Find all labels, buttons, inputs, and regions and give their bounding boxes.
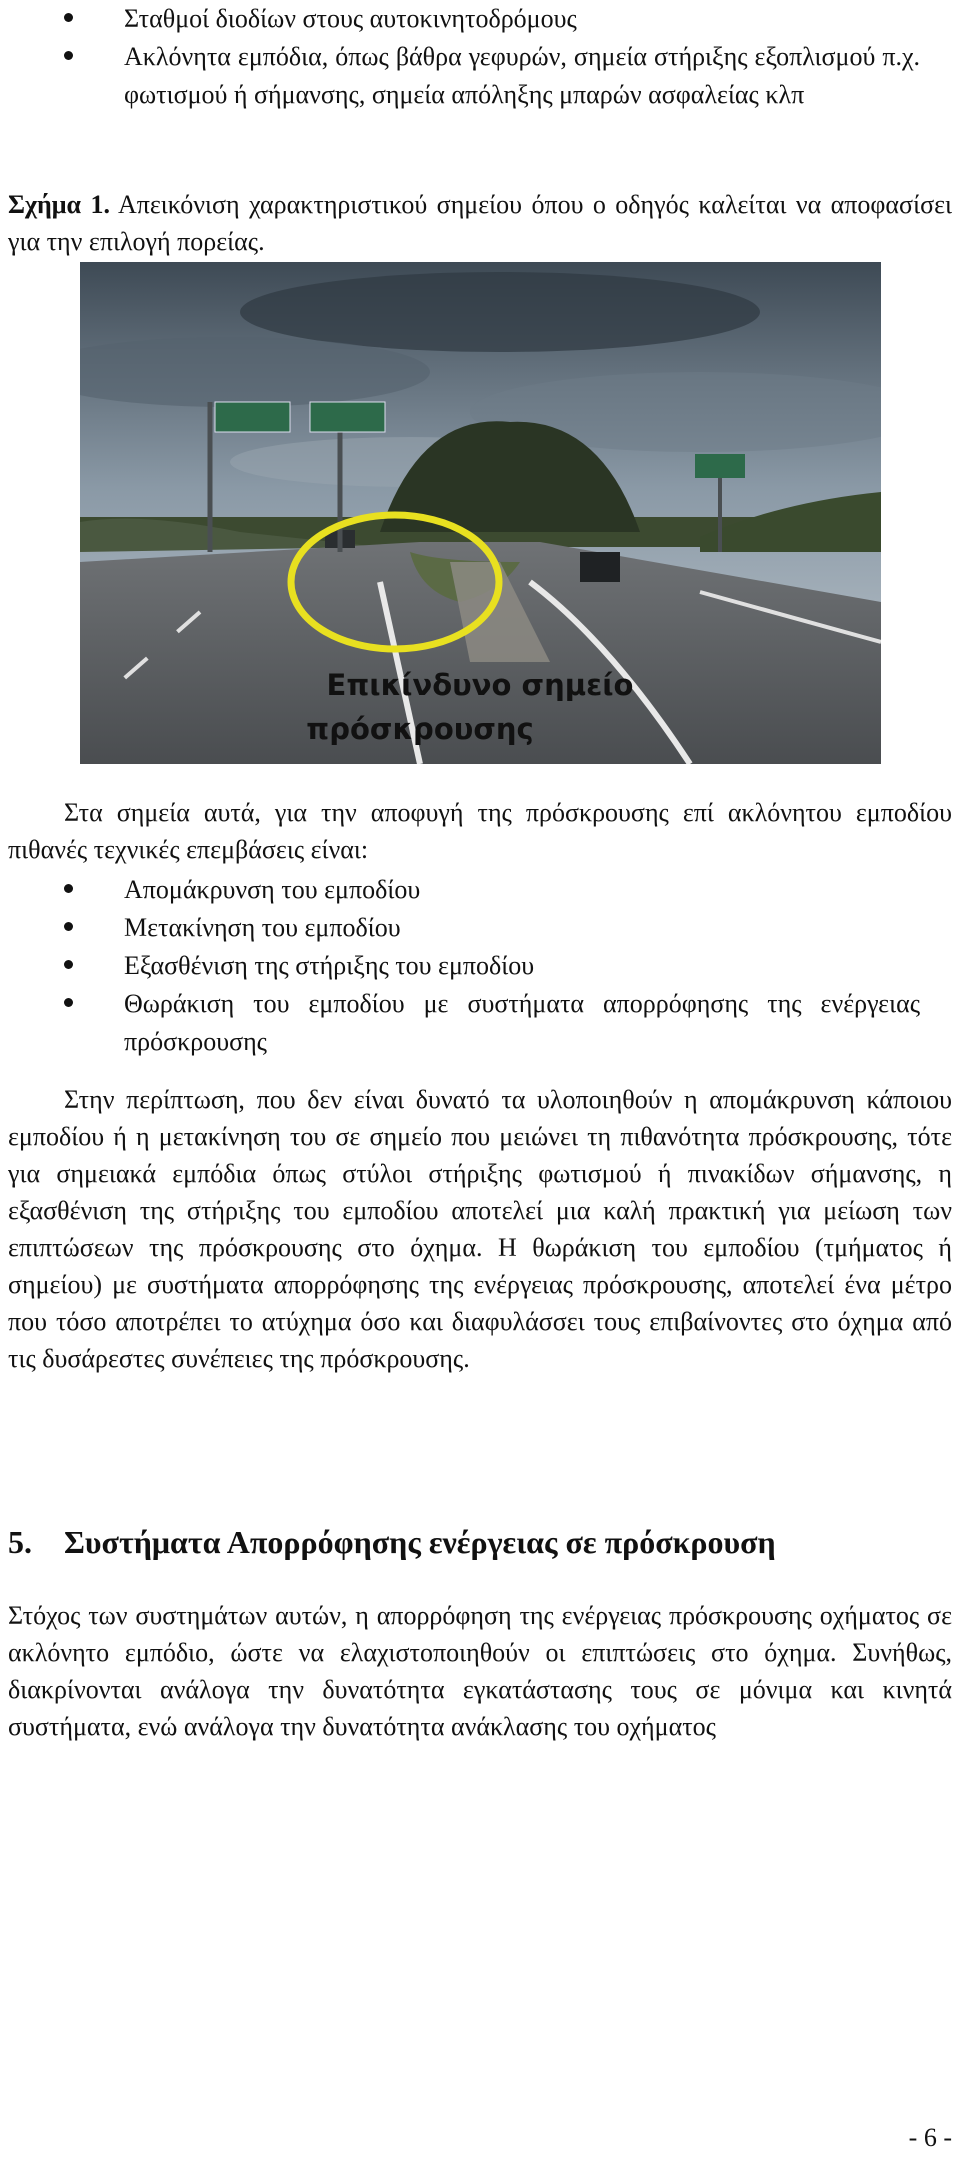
road-photo-illustration: [80, 262, 881, 764]
list-item-text: Ακλόνητα εμπόδια, όπως βάθρα γεφυρών, σημεία στήριξης εξοπλισμού π.χ. φωτισμού ή σήμανσης, σημεία απόληξης μπαρών ασφαλείας κλπ: [124, 42, 920, 109]
bullet-icon: [64, 884, 73, 893]
top-bullet-list: [0, 0, 960, 114]
list-item-text: Θωράκιση του εμποδίου με συστήματα απορρόφησης της ενέργειας πρόσκρουσης: [124, 989, 920, 1056]
figure-caption-text: Απεικόνιση χαρακτηριστικού σημείου όπου ο οδηγός καλείται να αποφασίσει για την επιλογή πορείας.: [8, 190, 952, 256]
road-photo: [80, 262, 881, 764]
page-number: - 6 -: [908, 2123, 952, 2152]
figure-caption: [8, 186, 952, 260]
section-title: Συστήματα Απορρόφησης ενέργειας σε πρόσκρουση: [64, 1524, 776, 1560]
intro-paragraph: Στα σημεία αυτά, για την αποφυγή της πρόσκρουσης επί ακλόνητου εμποδίου πιθανές τεχνικές επεμβάσεις είναι:: [8, 798, 952, 864]
bullet-icon: [64, 922, 73, 931]
list-item-text: Εξασθένιση της στήριξης του εμποδίου: [124, 951, 535, 980]
body-paragraph: Στην περίπτωση, που δεν είναι δυνατό τα υλοποιηθούν η απομάκρυνση κάποιου εμποδίου ή η μετακίνηση του σε σημείο που μειώνει τη πιθανότητα πρόσκρουσης, τότε για σημειακά εμπόδια όπως στύλοι στήριξης φωτισμού ή πινακίδων σήμανσης, η εξασθένιση της στήριξης του εμποδίου αποτελεί μια καλή πρακτική για μείωση των επιπτώσεων της πρόσκρουσης στο όχημα. Η θωράκιση του εμποδίου (τμήματος ή σημείου) με συστήματα απορρόφησης της ενέργειας πρόσκρουσης, αποτελεί ένα μέτρο που τόσο αποτρέπει το ατύχημα όσο και διαφυλάσσει τους επιβαίνοντες στο όχημα από τις δυσάρεστες συνέπειες της πρόσκρουσης.: [8, 1085, 952, 1373]
list-item-text: Απομάκρυνση του εμποδίου: [124, 875, 421, 904]
photo-overlay-line1: Επικίνδυνο σημείο: [326, 668, 634, 702]
list-item-text: Μετακίνηση του εμποδίου: [124, 913, 401, 942]
photo-overlay-line2: πρόσκρουσης: [306, 712, 534, 746]
list-item: [0, 38, 960, 114]
list-item: [0, 947, 960, 985]
list-item: [0, 909, 960, 947]
list-item: [0, 871, 960, 909]
section-heading: [8, 1522, 776, 1562]
bullet-icon: [64, 51, 73, 60]
bullet-icon: [64, 998, 73, 1007]
list-item: [0, 0, 960, 38]
section-number: 5.: [8, 1524, 32, 1560]
section-paragraph: Στόχος των συστημάτων αυτών, η απορρόφηση της ενέργειας πρόσκρουσης οχήματος σε ακλόνητο εμπόδιο, ώστε να ελαχιστοποιηθούν οι επιπτώσεις στο όχημα. Συνήθως, διακρίνονται ανάλογα την δυνατότητα εγκατάστασης τους σε μόνιμα και κινητά συστήματα, ενώ ανάλογα την δυνατότητα ανάκλασης του οχήματος: [8, 1601, 952, 1741]
list-item: [0, 985, 960, 1061]
bullet-icon: [64, 960, 73, 969]
figure-label: Σχήμα 1.: [8, 190, 110, 219]
bullet-icon: [64, 13, 73, 22]
list-item-text: Σταθμοί διοδίων στους αυτοκινητοδρόμους: [124, 4, 577, 33]
measures-list: [0, 871, 960, 1061]
